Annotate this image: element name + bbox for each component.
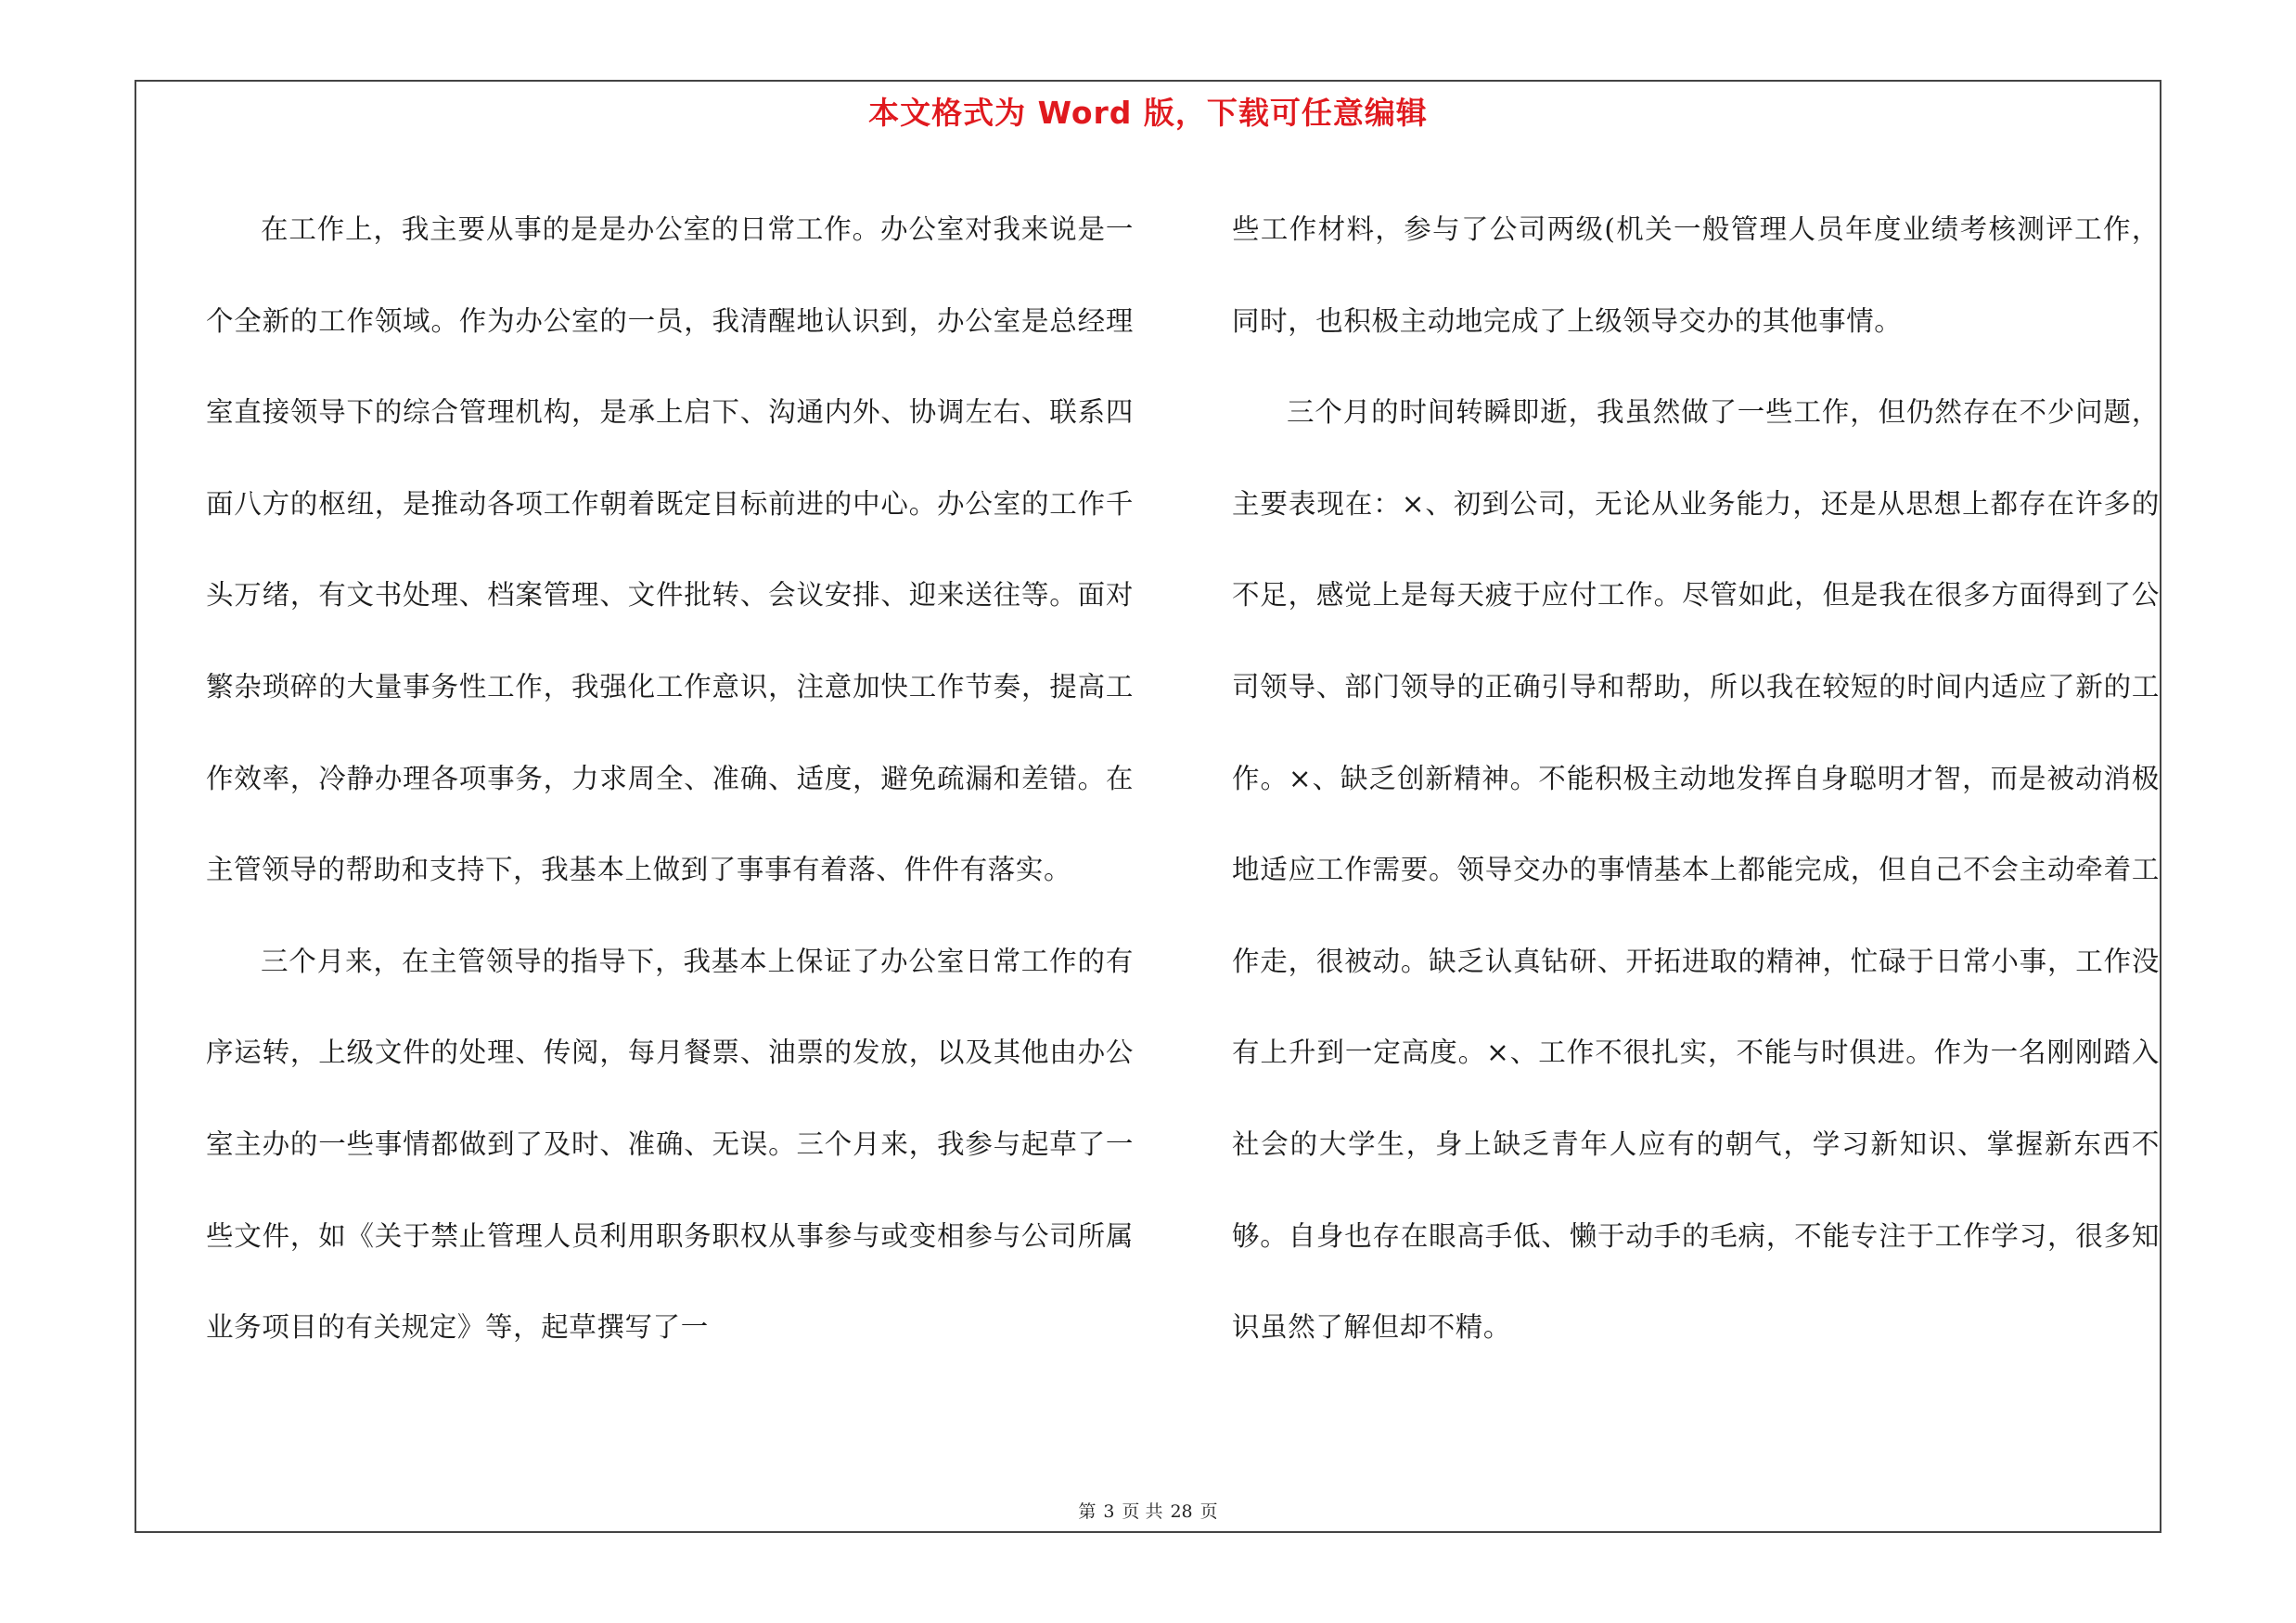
paragraph: 三个月来，在主管领导的指导下，我基本上保证了办公室日常工作的有序运转，上级文件的处理、传阅，每月餐票、油票的发放，以及其他由办公室主办的一些事情都做到了及时、准确、无误。三个月来，我参与起草了一些文件，如《关于禁止管理人员利用职务职权从事参与或变相参与公司所属业务项目的有关规定》等，起草撰写了一 — [206, 945, 1134, 1344]
total-page-count: 28 — [1170, 1501, 1193, 1522]
footer-middle: 页 共 — [1122, 1501, 1163, 1522]
word-format-banner: 本文格式为 Word 版，下载可任意编辑 — [868, 95, 1428, 131]
current-page-number: 3 — [1103, 1501, 1115, 1522]
footer-suffix: 页 — [1199, 1501, 1218, 1522]
right-text-column — [1232, 184, 2160, 1373]
paragraph-continuation: 些工作材料，参与了公司两级(机关一般管理人员年度业绩考核测评工作，同时，也积极主动地完成了上级领导交办的其他事情。 — [1232, 213, 2160, 337]
footer-prefix: 第 — [1078, 1501, 1097, 1522]
paragraph: 三个月的时间转瞬即逝，我虽然做了一些工作，但仍然存在不少问题，主要表现在：×、初到公司，无论从业务能力，还是从思想上都存在许多的不足，感觉上是每天疲于应付工作。尽管如此，但是我在很多方面得到了公司领导、部门领导的正确引导和帮助，所以我在较短的时间内适应了新的工作。×、缺乏创新精神。不能积极主动地发挥自身聪明才智，而是被动消极地适应工作需要。领导交办的事情基本上都能完成，但自己不会主动牵着工作走，很被动。缺乏认真钻研、开拓进取的精神，忙碌于日常小事，工作没有上升到一定高度。×、工作不很扎实，不能与时俱进。作为一名刚刚踏入社会的大学生，身上缺乏青年人应有的朝气，学习新知识、掌握新东西不够。自身也存在眼高手低、懒于动手的毛病，不能专注于工作学习，很多知识虽然了解但却不精。 — [1232, 396, 2160, 1344]
page-number-footer — [0, 1498, 2296, 1523]
paragraph: 在工作上，我主要从事的是是办公室的日常工作。办公室对我来说是一个全新的工作领域。作为办公室的一员，我清醒地认识到，办公室是总经理室直接领导下的综合管理机构，是承上启下、沟通内外、协调左右、联系四面八方的枢纽，是推动各项工作朝着既定目标前进的中心。办公室的工作千头万绪，有文书处理、档案管理、文件批转、会议安排、迎来送往等。面对繁杂琐碎的大量事务性工作，我强化工作意识，注意加快工作节奏，提高工作效率，冷静办理各项事务，力求周全、准确、适度，避免疏漏和差错。在主管领导的帮助和支持下，我基本上做到了事事有着落、件件有落实。 — [206, 213, 1134, 886]
left-text-column — [206, 184, 1134, 1373]
